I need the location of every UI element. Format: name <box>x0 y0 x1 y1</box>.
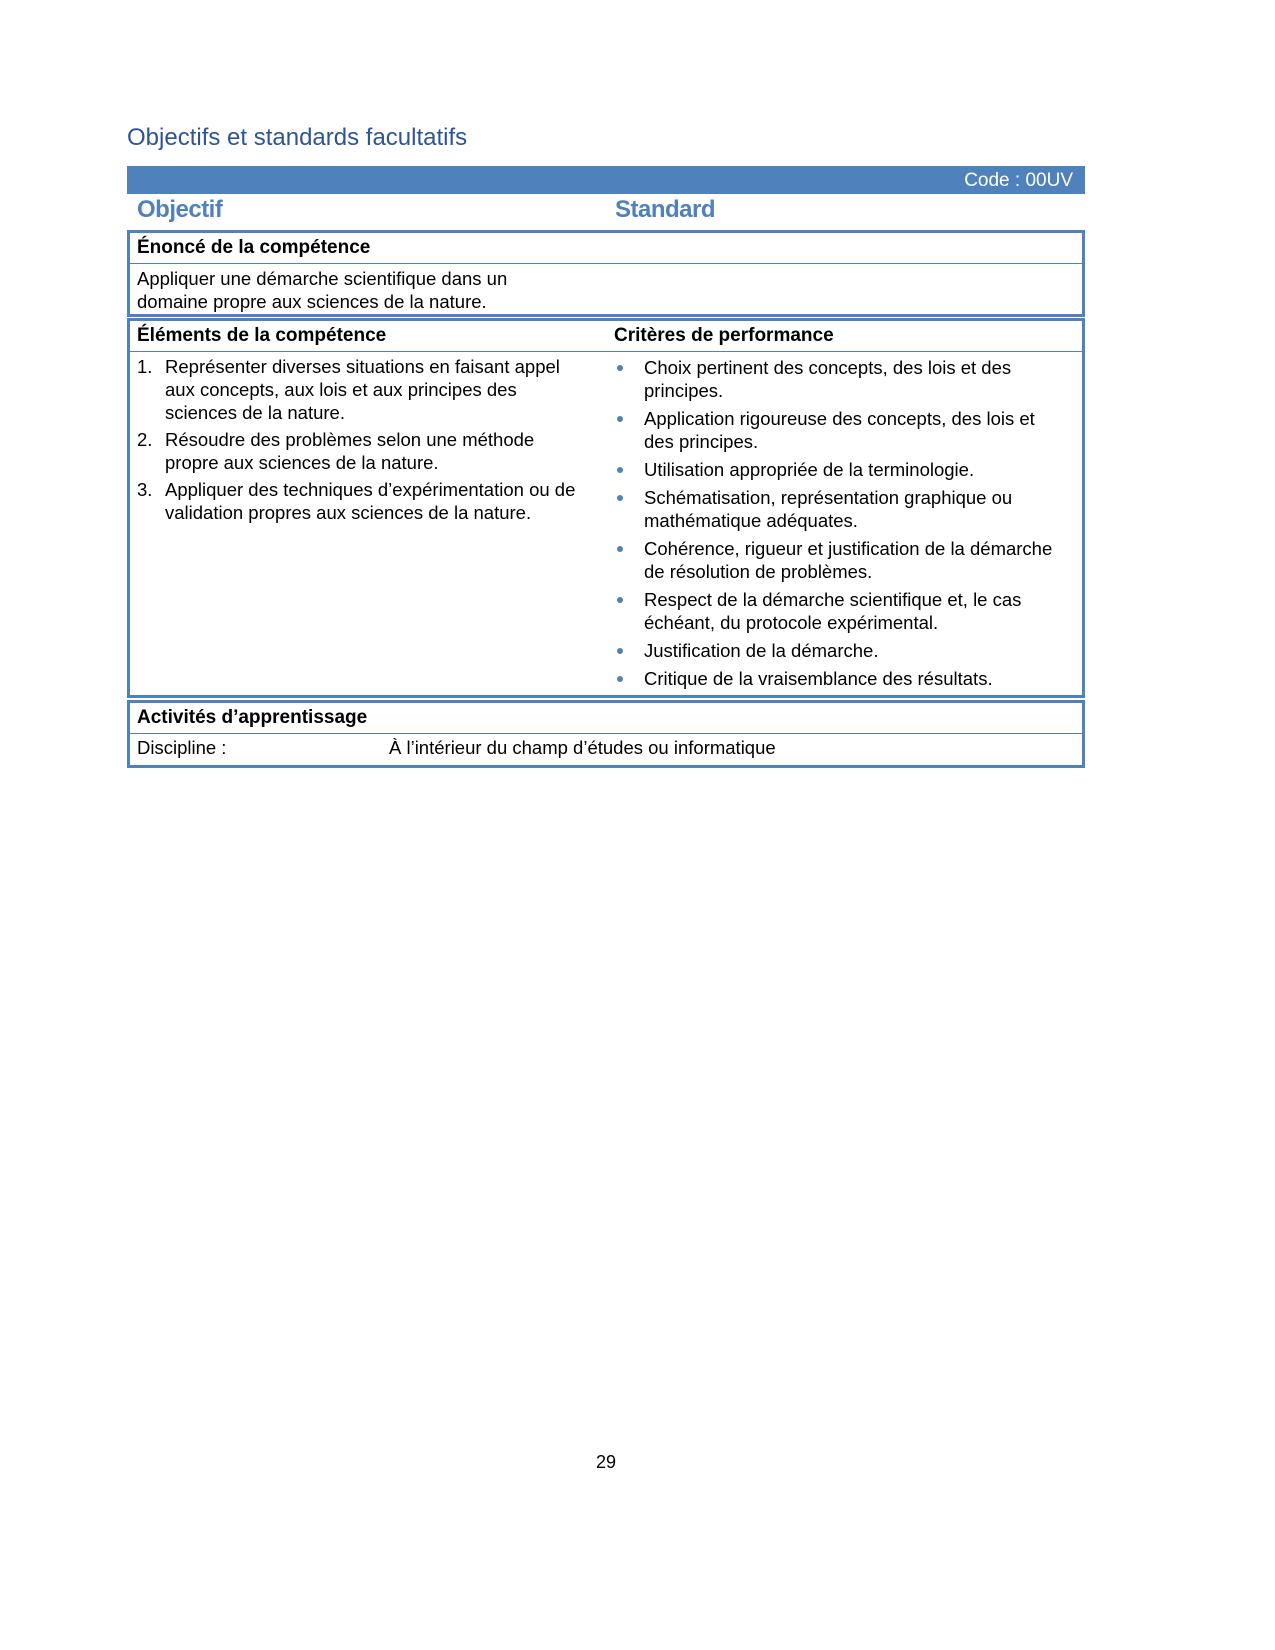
enonce-text <box>130 264 1082 316</box>
enonce-line: Appliquer une démarche scientifique dans un <box>137 268 508 289</box>
discipline-label: Discipline : <box>137 737 227 758</box>
list-item: Utilisation appropriée de la terminologie. <box>614 458 1054 481</box>
standard-heading: Standard <box>615 196 716 223</box>
list-item: Schématisation, représentation graphique ou mathématique adéquates. <box>614 486 1054 532</box>
list-item: Respect de la démarche scientifique et, le cas échéant, du protocole expérimental. <box>614 588 1054 634</box>
list-item: Justification de la démarche. <box>614 639 1054 662</box>
list-item: Application rigoureuse des concepts, des lois et des principes. <box>614 407 1054 453</box>
code-bar: Code : 00UV <box>127 166 1085 194</box>
bullet-icon <box>617 467 623 473</box>
list-item: 3. Appliquer des techniques d’expérimentation ou de validation propres aux sciences de la nature. <box>137 479 576 523</box>
activites-header: Activités d’apprentissage <box>130 703 1082 734</box>
bullet-icon <box>617 676 623 682</box>
enonce-header: Énoncé de la compétence <box>130 233 1082 264</box>
bullet-icon <box>617 546 623 552</box>
elements-header: Éléments de la compétence <box>137 325 387 346</box>
list-item: 1. Représenter diverses situations en faisant appel aux concepts, aux lois et aux principes des sciences de la nature. <box>137 356 560 423</box>
enonce-line: domaine propre aux sciences de la nature. <box>137 291 487 312</box>
discipline-row <box>130 734 1082 768</box>
list-item: Critique de la vraisemblance des résultats. <box>614 667 1054 690</box>
bullet-icon <box>617 365 623 371</box>
elements-box <box>127 318 1085 698</box>
page-number: 29 <box>595 1452 617 1472</box>
criteres-header: Critères de performance <box>614 325 834 346</box>
bullet-icon <box>617 416 623 422</box>
bullet-icon <box>617 597 623 603</box>
list-item: Choix pertinent des concepts, des lois et des principes. <box>614 356 1054 402</box>
objectif-heading: Objectif <box>137 196 223 223</box>
activites-box <box>127 700 1085 768</box>
bullet-icon <box>617 648 623 654</box>
list-item: 2. Résoudre des problèmes selon une méthode propre aux sciences de la nature. <box>137 429 535 473</box>
list-item: Cohérence, rigueur et justification de la démarche de résolution de problèmes. <box>614 537 1054 583</box>
section-title: Objectifs et standards facultatifs <box>127 124 468 151</box>
discipline-value: À l’intérieur du champ d’études ou informatique <box>389 737 776 758</box>
bullet-icon <box>617 495 623 501</box>
criteres-list <box>614 356 1054 695</box>
elements-header-row <box>130 321 1082 352</box>
enonce-box <box>127 230 1085 317</box>
elements-list <box>130 355 590 528</box>
